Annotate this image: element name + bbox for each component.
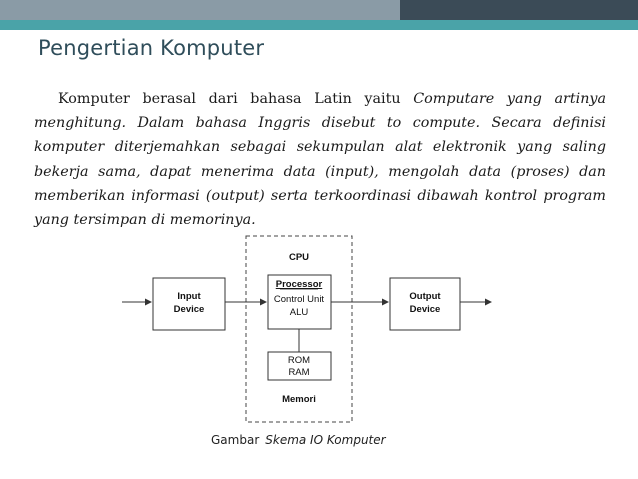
rom-label: ROM [287, 355, 311, 366]
ram-label: RAM [288, 367, 310, 378]
control-unit-label: Control Unit [273, 294, 325, 305]
caption-label: Gambar [211, 433, 260, 447]
alu-label: ALU [289, 307, 309, 318]
input-label-line2: Device [173, 304, 205, 315]
output-label-line2: Device [409, 304, 441, 315]
input-label-line1: Input [177, 291, 201, 302]
memori-label: Memori [282, 394, 316, 405]
processor-label: Processor [275, 279, 323, 290]
cpu-label: CPU [288, 252, 310, 263]
figure-caption [211, 433, 386, 447]
paragraph-text-italic: Computare yang artinya menghitung. Dalam bahasa Inggris disebut to compute. Secara definisi komputer diterjemahkan sebagai sekumpulan alat elektronik yang saling bekerja sama, dapat menerima data (input), mengolah data (proses) dan memberikan informasi (output) serta terkoordinasi dibawah kontrol program yang tersimpan di memorinya. [34, 91, 606, 229]
caption-text: Skema IO Komputer [265, 433, 386, 447]
slide-title: Pengertian Komputer [38, 36, 265, 60]
output-label-line1: Output [409, 291, 441, 302]
paragraph-text-regular: Komputer berasal dari bahasa Latin yaitu [58, 91, 414, 107]
